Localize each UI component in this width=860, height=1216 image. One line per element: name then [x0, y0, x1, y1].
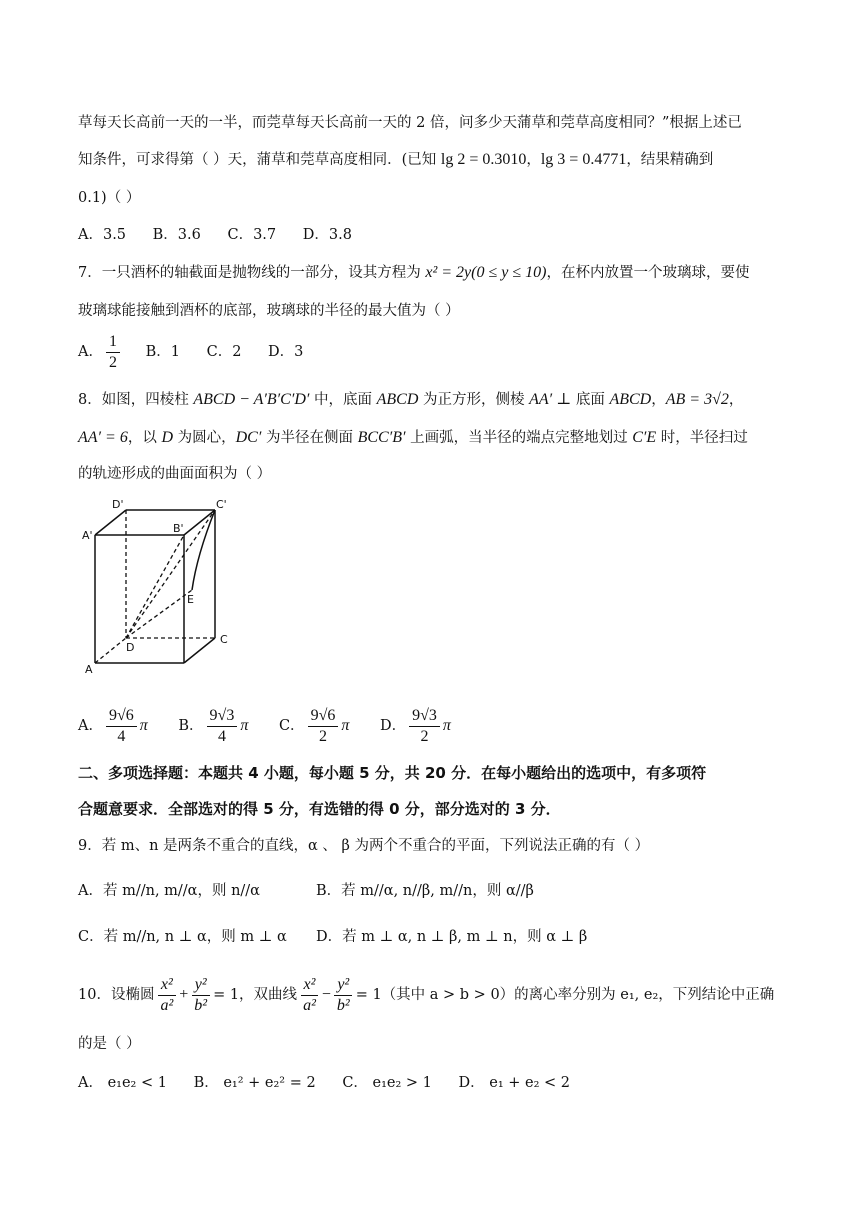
- hyperbola-y-term: $\frac{\text{y²}}{\text{b²}}$: [334, 975, 353, 1016]
- segment-d-c1: [126, 510, 215, 638]
- ellipse-x-term: $\frac{\text{x²}}{\text{a²}}$: [157, 975, 176, 1016]
- segment-d-b1: [126, 535, 184, 638]
- label-d: D: [126, 641, 135, 654]
- q10-option-b[interactable]: B． e₁² + e₂² = 2: [193, 1075, 316, 1091]
- q7-option-c[interactable]: C．2: [206, 344, 242, 360]
- edge-a-d: [95, 638, 126, 663]
- prism-figure: [80, 495, 240, 680]
- q8-line-1: 8．如图，四棱柱 ABCD − A′B′C′D′ 中，底面 ABCD 为正方形，侧棱 AA′ ⊥ 底面 ABCD，AB = 3√2，: [78, 391, 744, 408]
- q9-option-a[interactable]: A．若 m//n, m//α，则 n//α: [78, 883, 260, 899]
- label-a: A: [85, 663, 93, 676]
- q8-option-c[interactable]: C． $\frac{9√6}{2}$ π: [278, 706, 350, 745]
- q10-options: [78, 1071, 592, 1095]
- label-a1: A': [82, 529, 93, 542]
- q9-stem: 9．若 m、n 是两条不重合的直线，α 、 β 为两个不重合的平面，下列说法正确的有（ ）: [78, 838, 650, 854]
- q8-line-3: 的轨迹形成的曲面面积为（ ）: [78, 466, 272, 482]
- q6-option-c[interactable]: C．3.7: [227, 227, 277, 243]
- hyperbola-x-term: $\frac{\text{x²}}{\text{a²}}$: [300, 975, 319, 1016]
- q9-option-d[interactable]: D．若 m ⊥ α, n ⊥ β, m ⊥ n，则 α ⊥ β: [316, 929, 588, 945]
- segment-d-e: [126, 590, 192, 638]
- section-2-heading-line-2: 合题意要求．全部选对的得 5 分，有选错的得 0 分，部分选对的 3 分．: [78, 800, 561, 818]
- section-2-heading-line-1: 二、多项选择题：本题共 4 小题，每小题 5 分，共 20 分．在每小题给出的选项中，有多项符: [78, 764, 707, 782]
- lg3-value: lg 3 = 0.4771: [540, 151, 627, 168]
- q10-option-a[interactable]: A． e₁e₂ < 1: [78, 1075, 167, 1091]
- q10-line-2: 的是（ ）: [78, 1036, 141, 1052]
- edge-b-c: [184, 638, 215, 663]
- q6-line-2: 知条件，可求得第（ ）天，蒲草和莞草高度相同．(已知 lg 2 = 0.3010，lg 3 = 0.4771，结果精确到: [78, 151, 714, 168]
- q7-line-2: 玻璃球能接触到酒杯的底部，玻璃球的半径的最大值为（ ）: [78, 303, 460, 319]
- q9-options-row-2: [78, 925, 587, 949]
- q10-line-1: 10．设椭圆 $\frac{\text{x²}}{\text{a²}}$ + $\frac{\text{y²}}{\text{b²}}$ = 1，双曲线 $\frac{\text{x²}}{\text{a²}}$ − $\frac{\text{y²}}{\text{b²}}$ = 1（其中 a > b > 0）的离心率分别为 e₁, e₂，下列结论中正确: [78, 975, 775, 1014]
- label-e: E: [187, 593, 194, 606]
- q6-option-d[interactable]: D．3.8: [302, 227, 352, 243]
- q6-line-1: 草每天长高前一天的一半，而莞草每天长高前一天的 2 倍，问多少天蒲草和莞草高度相同？”根据上述已: [78, 115, 742, 131]
- q7-option-a[interactable]: A． $\frac{1}{2}$: [78, 330, 123, 374]
- arc-c1-e: [192, 510, 215, 590]
- q6-option-b[interactable]: B．3.6: [152, 227, 201, 243]
- label-c: C: [220, 633, 228, 646]
- q6-line-3: 0.1)（ ）: [78, 190, 141, 206]
- label-c1: C': [216, 498, 227, 511]
- q8-option-d[interactable]: D． $\frac{9√3}{2}$ π: [379, 706, 451, 745]
- q9-option-c[interactable]: C．若 m//n, n ⊥ α，则 m ⊥ α: [78, 929, 287, 945]
- lg2-value: lg 2 = 0.3010: [440, 151, 527, 168]
- q8-option-b[interactable]: B． $\frac{9√3}{4}$ π: [178, 706, 249, 745]
- q8-option-a[interactable]: A． $\frac{9√6}{4}$ π: [78, 706, 148, 745]
- q6-option-a[interactable]: A．3.5: [78, 227, 127, 243]
- label-d1: D': [112, 498, 124, 511]
- edge-a1-d1: [95, 510, 126, 535]
- q10-option-d[interactable]: D． e₁ + e₂ < 2: [458, 1075, 571, 1091]
- q8-line-2: AA′ = 6，以 D 为圆心，DC′ 为半径在侧面 BCC′B′ 上画弧，当半径的端点完整地划过 C′E 时，半径扫过: [78, 429, 748, 446]
- q8-options: [78, 702, 473, 750]
- q9-option-b[interactable]: B．若 m//α, n//β, m//n，则 α//β: [316, 883, 534, 899]
- q7-options: [78, 330, 325, 374]
- q7-line-1: 7．一只酒杯的轴截面是抛物线的一部分，设其方程为 x² = 2y(0 ≤ y ≤ 10)，在杯内放置一个玻璃球，要使: [78, 264, 750, 281]
- parabola-equation: x² = 2y(0 ≤ y ≤ 10): [425, 264, 547, 281]
- q6-options: [78, 223, 374, 247]
- q9-options-row-1: [78, 879, 534, 903]
- q10-option-c[interactable]: C． e₁e₂ > 1: [342, 1075, 432, 1091]
- q7-option-d[interactable]: D．3: [268, 344, 304, 360]
- label-b1: B': [173, 522, 184, 535]
- q7-option-b[interactable]: B．1: [145, 344, 180, 360]
- ellipse-y-term: $\frac{\text{y²}}{\text{b²}}$: [191, 975, 210, 1016]
